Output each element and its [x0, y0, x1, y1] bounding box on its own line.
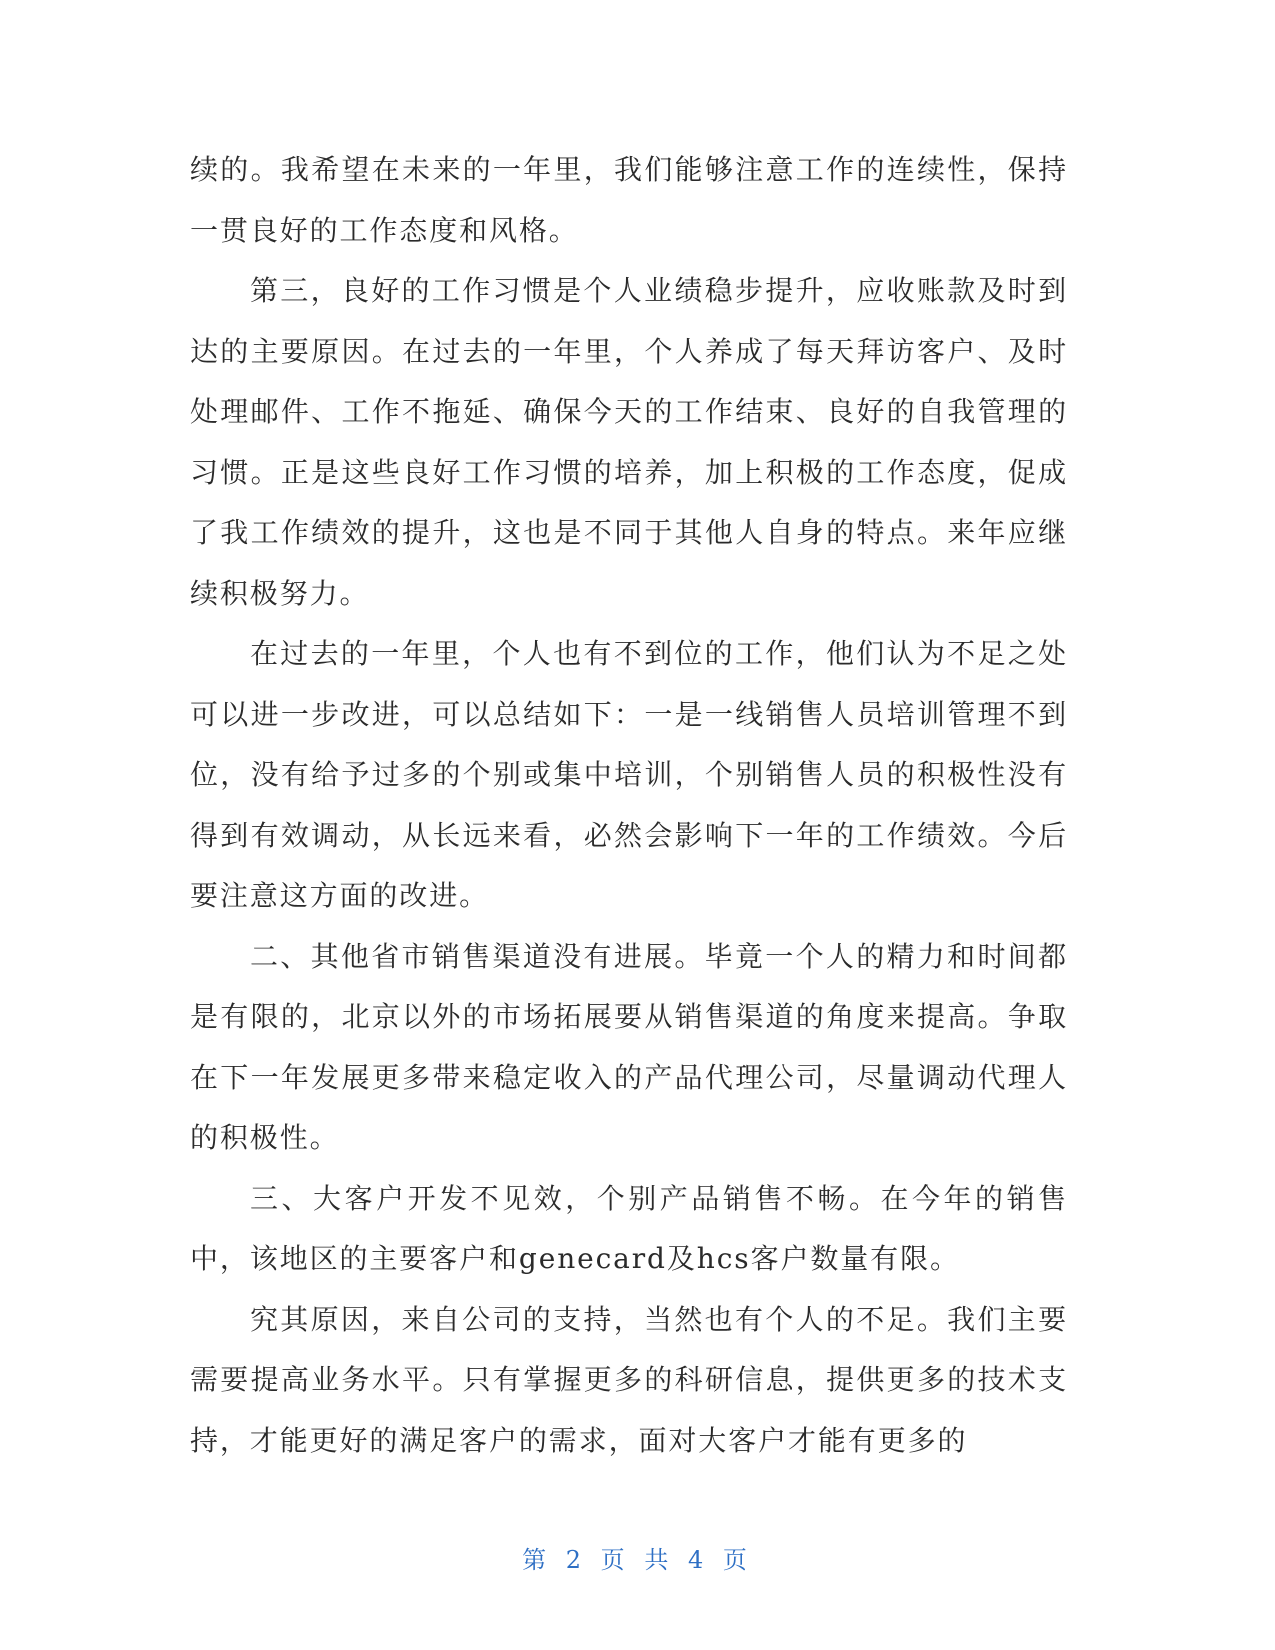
paragraph-key-accounts: 三、大客户开发不见效，个别产品销售不畅。在今年的销售中，该地区的主要客户和genecard及hcs客户数量有限。: [190, 1181, 1068, 1275]
footer-current-page: 2: [565, 1546, 588, 1574]
footer-page-label: 页: [600, 1546, 631, 1574]
paragraph-shortcomings: 在过去的一年里，个人也有不到位的工作，他们认为不足之处可以进一步改进，可以总结如下：一是一线销售人员培训管理不到位，没有给予过多的个别或集中培训，个别销售人员的积极性没有得到有效调动，从长远来看，必然会影响下一年的工作绩效。今后要注意这方面的改进。: [190, 637, 1068, 912]
footer-prefix: 第: [522, 1546, 553, 1574]
document-body: [190, 140, 1068, 1471]
footer-page-end-label: 页: [722, 1546, 753, 1574]
page-footer: [0, 1540, 1275, 1575]
paragraph-continuation: 续的。我希望在未来的一年里，我们能够注意工作的连续性，保持一贯良好的工作态度和风格。: [190, 153, 1068, 247]
footer-total-pages: 4: [687, 1546, 710, 1574]
paragraph-work-habits: 第三，良好的工作习惯是个人业绩稳步提升，应收账款及时到达的主要原因。在过去的一年里，个人养成了每天拜访客户、及时处理邮件、工作不拖延、确保今天的工作结束、良好的自我管理的习惯。正是这些良好工作习惯的培养，加上积极的工作态度，促成了我工作绩效的提升，这也是不同于其他人自身的特点。来年应继续积极努力。: [190, 274, 1068, 610]
paragraph-reasons: 究其原因，来自公司的支持，当然也有个人的不足。我们主要需要提高业务水平。只有掌握更多的科研信息，提供更多的技术支持，才能更好的满足客户的需求，面对大客户才能有更多的: [190, 1302, 1068, 1457]
paragraph-sales-channels: 二、其他省市销售渠道没有进展。毕竟一个人的精力和时间都是有限的，北京以外的市场拓展要从销售渠道的角度来提高。争取在下一年发展更多带来稳定收入的产品代理公司，尽量调动代理人的积极性。: [190, 939, 1068, 1154]
footer-total-label: 共: [644, 1546, 675, 1574]
